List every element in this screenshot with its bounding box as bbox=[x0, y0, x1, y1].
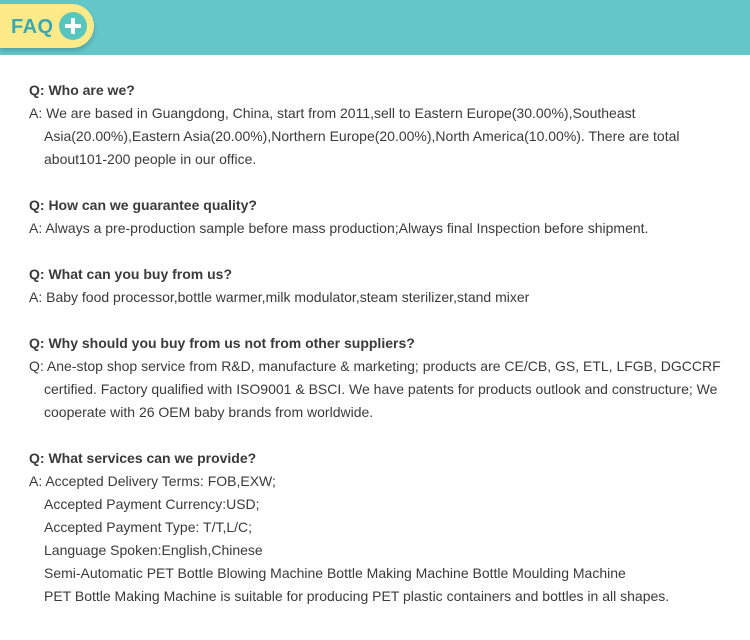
faq-list bbox=[29, 79, 734, 631]
faq-header-bar bbox=[0, 0, 750, 55]
faq-answer: Q: Ane-stop shop service from R&D, manufacture & marketing; products are CE/CB, GS, ETL, LFGB, DGCCRF certified. Factory qualified with ISO9001 & BSCI. We have patents for products outlook and constructure; We cooperate with 26 OEM baby brands from worldwide. bbox=[29, 358, 721, 420]
faq-answer-line: Accepted Payment Type: T/T,L/C; bbox=[44, 519, 253, 535]
faq-answer: A: Always a pre-production sample before mass production;Always final Inspection before shipment. bbox=[29, 220, 649, 236]
faq-question: Q: How can we guarantee quality? bbox=[29, 197, 257, 213]
faq-answer-line: Semi-Automatic PET Bottle Blowing Machine Bottle Making Machine Bottle Moulding Machine bbox=[44, 565, 626, 581]
faq-item bbox=[29, 194, 734, 240]
faq-question: Q: Who are we? bbox=[29, 82, 135, 98]
faq-item bbox=[29, 79, 734, 171]
faq-question: Q: Why should you buy from us not from other suppliers? bbox=[29, 335, 415, 351]
faq-answer-line: Accepted Payment Currency:USD; bbox=[44, 496, 260, 512]
faq-answer: A: Baby food processor,bottle warmer,milk modulator,steam sterilizer,stand mixer bbox=[29, 289, 530, 305]
faq-item bbox=[29, 332, 734, 424]
faq-tab bbox=[0, 4, 94, 48]
faq-answer: A: Accepted Delivery Terms: FOB,EXW; bbox=[29, 473, 276, 489]
faq-question: Q: What can you buy from us? bbox=[29, 266, 233, 282]
faq-answer: A: We are based in Guangdong, China, start from 2011,sell to Eastern Europe(30.00%),Southeast Asia(20.00%),Eastern Asia(20.00%),Northern Europe(20.00%),North America(10.00%). There are total about101-200 people in our office. bbox=[29, 105, 680, 167]
faq-question: Q: What services can we provide? bbox=[29, 450, 257, 466]
faq-item bbox=[29, 263, 734, 309]
plus-icon bbox=[59, 12, 87, 40]
faq-title: FAQ bbox=[11, 16, 54, 38]
faq-answer-line: Language Spoken:English,Chinese bbox=[44, 542, 263, 558]
faq-answer-line: PET Bottle Making Machine is suitable for producing PET plastic containers and bottles in all shapes. bbox=[44, 588, 670, 604]
faq-item bbox=[29, 447, 734, 608]
